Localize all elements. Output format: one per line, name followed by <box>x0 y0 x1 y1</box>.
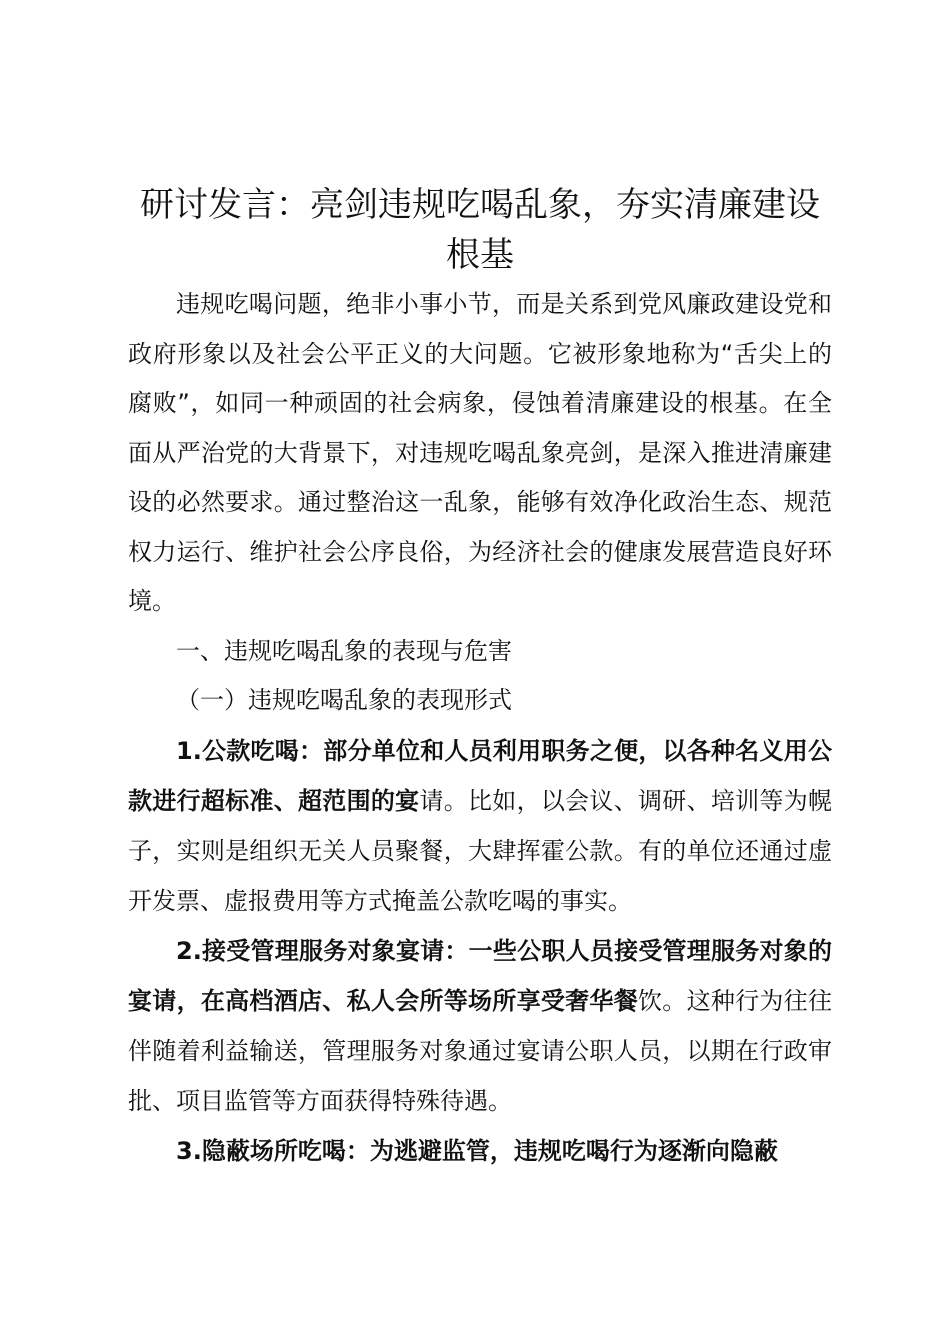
item-text: 饮。这种行为往往伴随着利益输送，管理服务对象通过宴请公职人员，以期在行政审批、项目监管等方面获得特殊待遇。 <box>128 986 832 1115</box>
document-title: 研讨发言：亮剑违规吃喝乱象，夯实清廉建设根基 <box>140 185 820 275</box>
item-text: 请。比如，以会议、调研、培训等为幌子，实则是组织无关人员聚餐，大肆挥霍公款。有的单位还通过虚开发票、虚报费用等方式掩盖公款吃喝的事实。 <box>128 786 833 915</box>
item-lead: 2.接受管理服务对象宴请：一些公职人员接受管理服务对象的宴请，在高档酒店、私人会所等场所享受奢华餐 <box>128 936 832 1015</box>
subsection-heading: （一）违规吃喝乱象的表现形式 <box>176 686 512 714</box>
item-lead: 3.隐蔽场所吃喝：为逃避监管，违规吃喝行为逐渐向隐蔽 <box>176 1136 778 1165</box>
item-paragraph-2 <box>128 926 832 1126</box>
intro-paragraph: 违规吃喝问题，绝非小事小节，而是关系到党风廉政建设党和政府形象以及社会公平正义的大问题。它被形象地称为“舌尖上的腐败”，如同一种顽固的社会病象，侵蚀着清廉建设的根基。在全面从严治党的大背景下，对违规吃喝乱象亮剑，是深入推进清廉建设的必然要求。通过整治这一乱象，能够有效净化政治生态、规范权力运行、维护社会公序良俗，为经济社会的健康发展营造良好环境。 <box>128 290 832 615</box>
item-paragraph-3 <box>128 1126 832 1176</box>
item-paragraph-1 <box>128 726 832 926</box>
item-lead: 1.公款吃喝：部分单位和人员利用职务之便，以各种名义用公款进行超标准、超范围的宴 <box>128 736 832 815</box>
document-body <box>128 180 832 1176</box>
section-heading: 一、违规吃喝乱象的表现与危害 <box>176 636 512 665</box>
